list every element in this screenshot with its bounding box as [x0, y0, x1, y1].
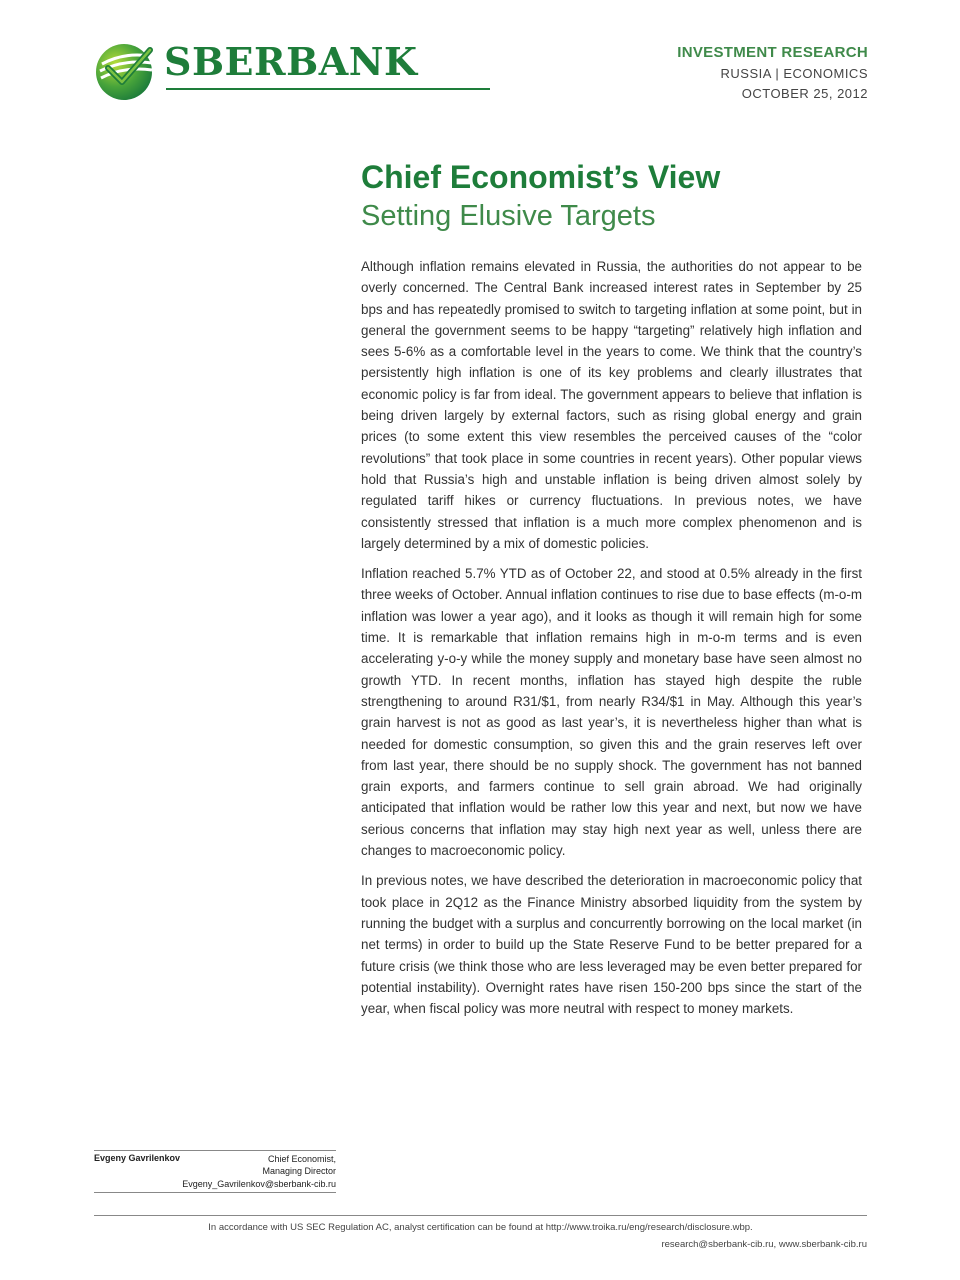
author-email[interactable]: Evgeny_Gavrilenkov@sberbank-cib.ru [182, 1179, 336, 1189]
author-position: Managing Director [262, 1166, 336, 1176]
report-header [677, 44, 868, 101]
sberbank-logo [92, 38, 418, 100]
author-title: Chief Economist, [267, 1154, 336, 1164]
page-title: Chief Economist’s View [361, 159, 721, 195]
sberbank-wordmark: SBERBANK [164, 39, 418, 84]
author-bottom-rule [94, 1192, 336, 1193]
author-top-rule [94, 1150, 336, 1151]
footer-contacts[interactable]: research@sberbank-cib.ru, www.sberbank-cib.ru [661, 1239, 867, 1250]
page-subtitle: Setting Elusive Targets [361, 200, 656, 232]
report-date: OCTOBER 25, 2012 [741, 86, 868, 101]
paragraph: Inflation reached 5.7% YTD as of October 22, and stood at 0.5% already in the first three weeks of October. Annual inflation continues to rise due to base effects (m-o-m inflation was lower a year ago), and it looks as though it will remain high for some time. It is remarkable that inflation remains high in m-o-m terms and is even accelerating y-o-y while the money supply and monetary base have seen almost no growth YTD. In recent months, inflation has stayed high despite the ruble strengthening to around R31/$1, from nearly R34/$1 in May. Although this year’s grain harvest is not as good as last year’s, it is nevertheless higher than what is needed for domestic consumption, so given this and the grain reserves left over from last year, there should be no supply shock. The government has not banned grain exports, and farmers continue to sell grain abroad. We had originally anticipated that inflation would be rather low this year and next, but now we have serious concerns that inflation may stay high next year as well, unless there are changes to macroeconomic policy. [361, 566, 862, 859]
footer-disclaimer: In accordance with US SEC Regulation AC, analyst certification can be found at http://www.troika.ru/eng/research/disclosure.wbp. [208, 1222, 753, 1233]
paragraph: In previous notes, we have described the deterioration in macroeconomic policy that took place in 2Q12 as the Finance Ministry absorbed liquidity from the system by running the budget with a surplus and concurrently borrowing on the local market (in net terms) in order to build up the State Reserve Fund to be better prepared for a future crisis (we think those who are less leveraged may be even better prepared for potential instability). Overnight rates have risen 150-200 bps since the start of the year, when fiscal policy was more neutral with respect to money markets. [361, 873, 862, 1017]
sberbank-logo-icon [92, 38, 156, 102]
author-block [94, 1150, 336, 1193]
logo-underline [166, 88, 490, 90]
paragraph: Although inflation remains elevated in Russia, the authorities do not appear to be overly concerned. The Central Bank increased interest rates in September by 25 bps and has repeatedly promised to switch to targeting inflation at some point, but in general the government seems to be happy “targeting” relatively high inflation and sees 5-6% as a comfortable level in the years to come. We think that the country’s persistently high inflation is one of its key problems and clearly illustrates that economic policy is far from ideal. The government appears to believe that inflation is being driven largely by external factors, such as rising global energy and grain prices (to some extent this view resembles the perceived causes of the “color revolutions” that took place in some countries in recent years). Other popular views hold that Russia’s high and unstable inflation is being driven almost solely by regulated tariff hikes or currency fluctuations. In previous notes, we have consistently stressed that inflation is a much more complex phenomenon and is largely determined by a mix of domestic policies. [361, 259, 862, 551]
research-label: INVESTMENT RESEARCH [677, 44, 868, 61]
title-block [361, 158, 866, 236]
author-name: Evgeny Gavrilenkov [94, 1153, 181, 1163]
report-category: RUSSIA | ECONOMICS [720, 66, 868, 81]
article-body [361, 256, 862, 1028]
footer-divider [94, 1215, 867, 1216]
